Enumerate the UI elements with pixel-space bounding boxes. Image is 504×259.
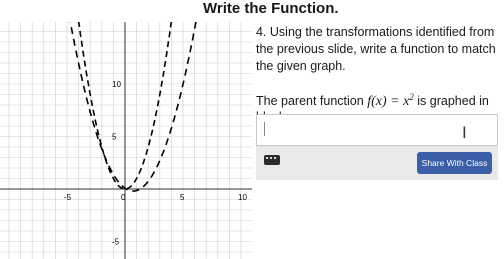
- y-tick-label: 10: [112, 80, 121, 89]
- graph-grid: [0, 22, 252, 259]
- ibeam-cursor-icon: I: [462, 123, 467, 142]
- x-tick-label: 10: [238, 193, 247, 202]
- parent-suffix: is graphed in: [417, 94, 489, 109]
- x-tick-label: -5: [64, 193, 72, 202]
- page-title: Write the Function.: [203, 0, 339, 17]
- keyboard-icon[interactable]: [264, 155, 280, 165]
- graph-axes: [0, 22, 252, 259]
- parent-prefix: The parent function: [256, 94, 364, 109]
- y-tick-label: 5: [112, 132, 117, 142]
- answer-input[interactable]: [256, 114, 498, 146]
- parent-exponent: 2: [409, 92, 414, 102]
- text-caret: [264, 122, 265, 136]
- share-with-class-button[interactable]: Share With Class: [417, 152, 492, 174]
- x-tick-label: 5: [180, 193, 185, 202]
- question-prompt: 4. Using the transformations identified from the previous slide, write a function to match the given graph.: [256, 25, 496, 73]
- target-function-curve: [67, 22, 199, 191]
- parent-formula: f(x) = x: [367, 94, 410, 110]
- answer-toolbar: [256, 146, 498, 180]
- function-graph: [0, 22, 252, 259]
- y-tick-label: -5: [112, 237, 120, 247]
- x-tick-label: 0: [121, 193, 126, 202]
